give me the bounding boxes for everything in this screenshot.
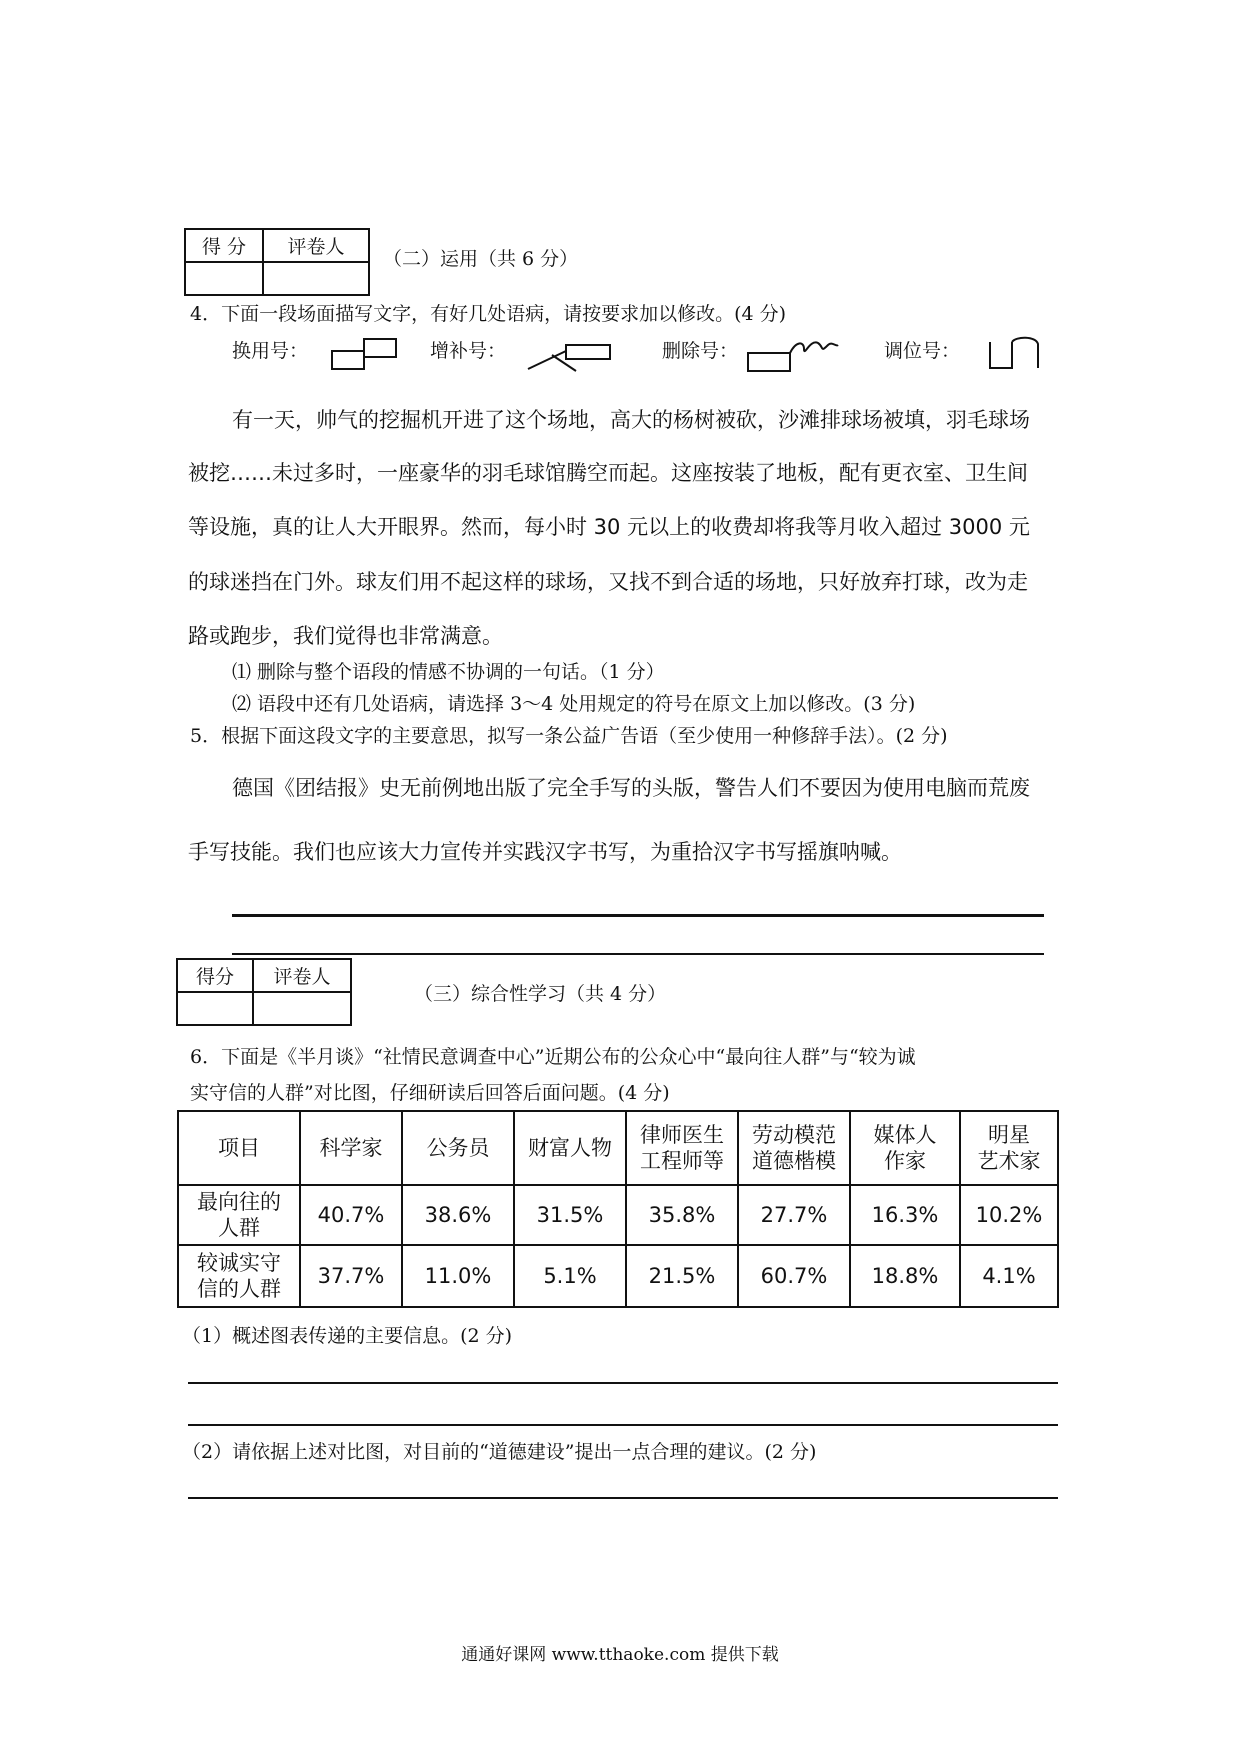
q6-answer-line-1[interactable] — [188, 1382, 1058, 1384]
table-header-cell: 科学家 — [300, 1111, 402, 1185]
table-header-cell: 媒体人 作家 — [850, 1111, 960, 1185]
delete-mark-label: 删除号： — [662, 340, 739, 362]
table-cell: 40.7% — [300, 1185, 402, 1245]
q5-paragraph-line-1: 德国《团结报》史无前例地出版了完全手写的头版，警告人们不要因为使用电脑而荒废 — [232, 776, 1030, 800]
q5-prompt: 5．根据下面这段文字的主要意思，拟写一条公益广告语（至少使用一种修辞手法）。(2 分) — [190, 725, 948, 747]
delete-mark-icon — [746, 335, 846, 375]
table-header-cell: 劳动模范 道德楷模 — [738, 1111, 850, 1185]
score-box-2 — [176, 958, 352, 1026]
insert-mark-label: 增补号： — [430, 340, 507, 362]
table-cell: 60.7% — [738, 1245, 850, 1307]
table-cell: 4.1% — [960, 1245, 1058, 1307]
section-2-title: （二）运用（共 6 分） — [383, 248, 579, 270]
q6-prompt-line-2: 实守信的人群”对比图，仔细研读后回答后面问题。(4 分) — [190, 1082, 670, 1104]
q6-answer-line-3[interactable] — [188, 1497, 1058, 1499]
replace-mark-icon — [330, 337, 400, 373]
table-cell: 37.7% — [300, 1245, 402, 1307]
q6-prompt-line-1: 6．下面是《半月谈》“社情民意调查中心”近期公布的公众心中“最向往人群”与“较为诚 — [190, 1046, 916, 1068]
page-footer: 通通好课网 www.tthaoke.com 提供下载 — [461, 1645, 779, 1665]
table-header-cell: 财富人物 — [514, 1111, 626, 1185]
section-3-title: （三）综合性学习（共 4 分） — [414, 983, 667, 1005]
table-row — [178, 1185, 1058, 1245]
replace-mark-label: 换用号： — [232, 340, 309, 362]
q4-sub-question-1: ⑴ 删除与整个语段的情感不协调的一句话。（1 分） — [232, 661, 665, 683]
q4-paragraph-line-2: 被挖……未过多时，一座豪华的羽毛球馆腾空而起。这座按装了地板，配有更衣室、卫生间 — [188, 461, 1028, 485]
table-cell: 21.5% — [626, 1245, 738, 1307]
q4-paragraph-line-4: 的球迷挡在门外。球友们用不起这样的球场，又找不到合适的场地，只好放弃打球，改为走 — [188, 570, 1028, 594]
row-label: 最向往的 人群 — [178, 1185, 300, 1245]
table-cell: 10.2% — [960, 1185, 1058, 1245]
q5-answer-line-2[interactable] — [232, 953, 1044, 955]
q4-prompt: 4．下面一段场面描写文字，有好几处语病，请按要求加以修改。(4 分) — [190, 303, 787, 325]
grader-label: 评卷人 — [253, 959, 351, 992]
q4-paragraph-line-1: 有一天，帅气的挖掘机开进了这个场地，高大的杨树被砍，沙滩排球场被填，羽毛球场 — [232, 408, 1030, 432]
q6-answer-line-2[interactable] — [188, 1424, 1058, 1426]
table-cell: 31.5% — [514, 1185, 626, 1245]
table-header-cell: 律师医生 工程师等 — [626, 1111, 738, 1185]
score-label: 得 分 — [185, 229, 263, 262]
table-row — [178, 1245, 1058, 1307]
grader-label: 评卷人 — [263, 229, 369, 262]
insert-mark-icon — [524, 337, 614, 375]
table-header-row — [178, 1111, 1058, 1185]
q6-sub-question-2: （2）请依据上述对比图，对目前的“道德建设”提出一点合理的建议。(2 分) — [182, 1441, 817, 1463]
swap-mark-icon — [986, 336, 1046, 374]
q4-paragraph-line-3: 等设施，真的让人大开眼界。然而，每小时 30 元以上的收费却将我等月收入超过 3000 元 — [188, 515, 1030, 539]
table-header-cell: 明星 艺术家 — [960, 1111, 1058, 1185]
row-label: 较诚实守 信的人群 — [178, 1245, 300, 1307]
table-cell: 38.6% — [402, 1185, 514, 1245]
table-cell: 18.8% — [850, 1245, 960, 1307]
score-cell[interactable] — [185, 262, 263, 295]
table-cell: 11.0% — [402, 1245, 514, 1307]
q6-sub-question-1: （1）概述图表传递的主要信息。(2 分) — [182, 1325, 513, 1347]
table-cell: 5.1% — [514, 1245, 626, 1307]
table-header-cell: 项目 — [178, 1111, 300, 1185]
table-cell: 27.7% — [738, 1185, 850, 1245]
grader-cell[interactable] — [263, 262, 369, 295]
q5-answer-line[interactable] — [232, 914, 1044, 917]
q4-paragraph-line-5: 路或跑步，我们觉得也非常满意。 — [188, 624, 503, 648]
q5-paragraph-line-2: 手写技能。我们也应该大力宣传并实践汉字书写，为重拾汉字书写摇旗呐喊。 — [188, 840, 902, 864]
table-cell: 35.8% — [626, 1185, 738, 1245]
grader-cell[interactable] — [253, 992, 351, 1025]
table-header-cell: 公务员 — [402, 1111, 514, 1185]
q4-sub-question-2: ⑵ 语段中还有几处语病，请选择 3～4 处用规定的符号在原文上加以修改。(3 分) — [232, 693, 916, 715]
score-label: 得分 — [177, 959, 253, 992]
table-cell: 16.3% — [850, 1185, 960, 1245]
score-cell[interactable] — [177, 992, 253, 1025]
comparison-table — [177, 1110, 1059, 1308]
swap-mark-label: 调位号： — [884, 340, 961, 362]
score-box-1 — [184, 228, 370, 296]
